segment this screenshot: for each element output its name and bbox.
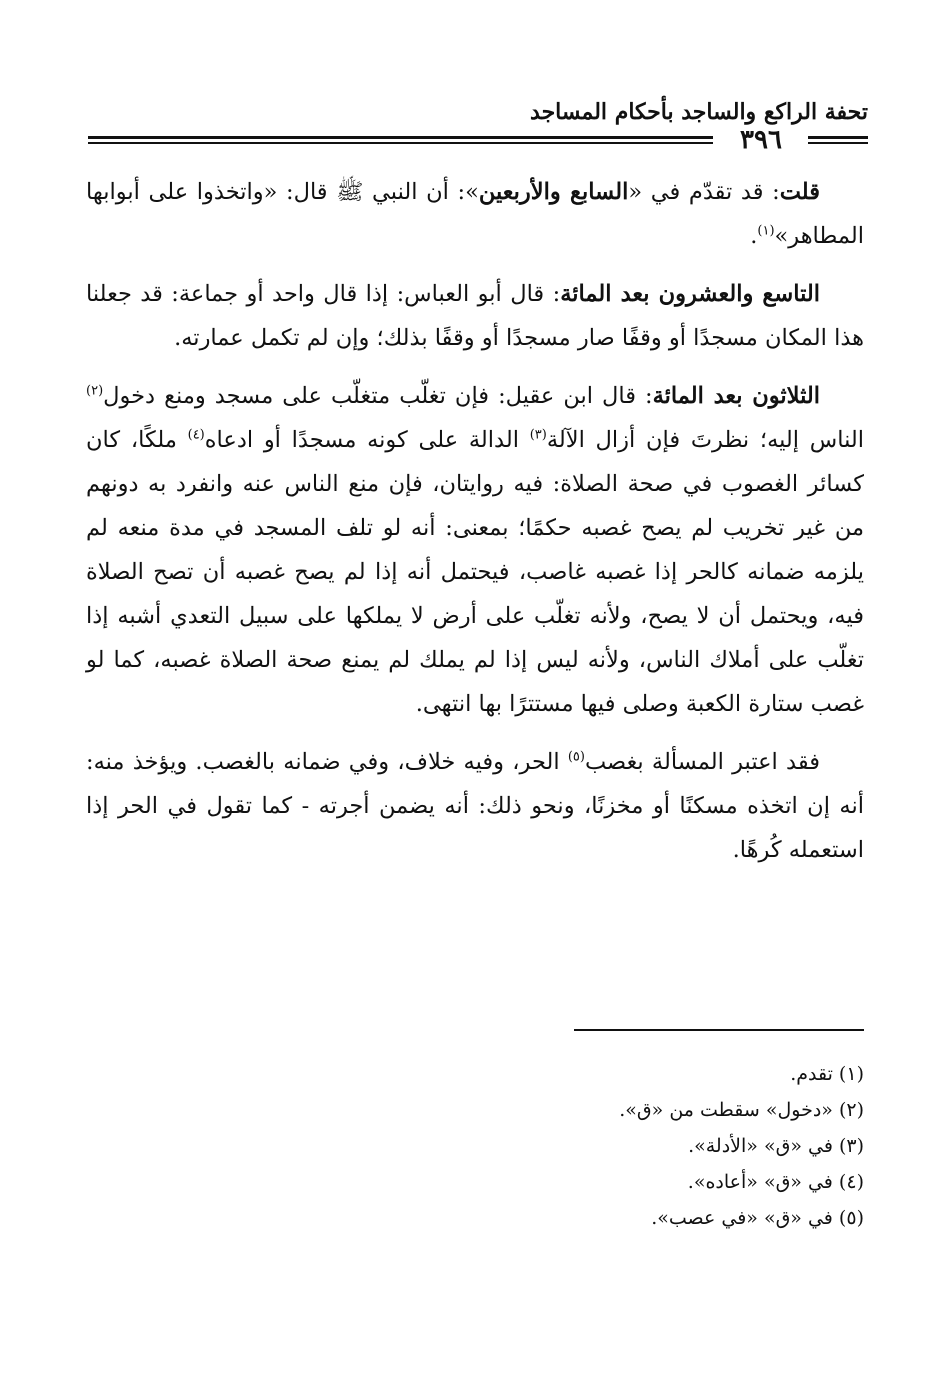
header-rule-short [808,136,868,144]
paragraph-1 [86,170,864,258]
header-rule-long [88,136,713,144]
footnote-marker: (١) [757,223,775,239]
main-text [86,170,864,886]
paragraph-text: قد تقدّم في « [628,179,764,205]
footnote-marker: (٢) [86,383,104,399]
footnote-2: (٢) «دخول» سقطت من «ق». [619,1099,864,1121]
paragraph-text: . [750,223,758,249]
paragraph-4 [86,740,864,872]
footnote-1: (١) تقدم. [790,1063,864,1085]
paragraph-text: الناس إليه؛ نظرتَ فإن أزال الآلة [546,427,864,453]
paragraph-2 [86,272,864,360]
footnote-5: (٥) في «ق» «في عصب». [651,1207,864,1229]
footnote-3: (٣) في «ق» «الأدلة». [688,1135,864,1157]
running-title: تحفة الراكع والساجد بأحكام المساجد [530,99,868,125]
lead-separator: : [635,383,653,409]
page-number: ٣٩٦ [740,125,782,155]
paragraph-text: فقد اعتبر المسألة بغصب [584,749,820,775]
footnote-marker: (٥) [567,749,585,765]
paragraph-lead: الثلاثون بعد المائة [652,383,820,409]
paragraph-text: الحر، وفيه خلاف، وفي ضمانه بالغصب. ويؤخذ منه: أنه إن اتخذه مسكنًا أو مخزنًا، ونحو ذلك: أنه يضمن أجرته - كما تقول في الحر إذا استعمله كُرهًا. [86,749,864,863]
paragraph-lead: التاسع والعشرون بعد المائة [560,281,820,307]
quoted-reference: السابع والأربعين [478,179,629,205]
paragraph-lead: قلت [779,179,821,205]
paragraph-text: »: أن النبي ﷺ قال: «واتخذوا على أبوابها المطاهر» [86,179,864,249]
paragraph-text: الدالة على كونه مسجدًا أو ادعاه [204,427,530,453]
footnotes [400,1056,864,1236]
lead-separator: : [544,281,561,307]
paragraph-text: قال ابن عقيل: فإن تغلّب متغلّب على مسجد ومنع دخول [103,383,636,409]
footnote-separator [574,1029,864,1031]
lead-separator: : [763,179,780,205]
footnote-4: (٤) في «ق» «أعاده». [687,1171,864,1193]
footnote-marker: (٣) [529,427,547,443]
paragraph-3 [86,374,864,726]
footnote-marker: (٤) [187,427,205,443]
paragraph-text: ملكًا، كان كسائر الغصوب في صحة الصلاة: فيه روايتان، فإن منع الناس عنه وانفرد به دونهم من غير تخريب لم يصح غصبه حكمًا؛ بمعنى: أنه لو تلف المسجد في مدة منعه لم يلزمه ضمانه كالحر إذا غصبه غاصب، فيحتمل أنه إذا لم يصح غصبه أن تصح الصلاة فيه، ويحتمل أن لا يصح، ولأنه تغلّب على أرض لا يملكها على سبيل التعدي أشبه إذا تغلّب على أملاك الناس، ولأنه ليس إذا لم يملك لم يمنع صحة الصلاة غصبه، كما لو غصب ستارة الكعبة وصلى فيها مستترًا بها انتهى. [86,427,864,717]
page-header [88,92,868,162]
paragraph-text: قال أبو العباس: إذا قال واحد أو جماعة: قد جعلنا هذا المكان مسجدًا أو وقفًا صار مسجدًا أو وقفًا بذلك؛ وإن لم تكمل عمارته. [86,281,864,351]
